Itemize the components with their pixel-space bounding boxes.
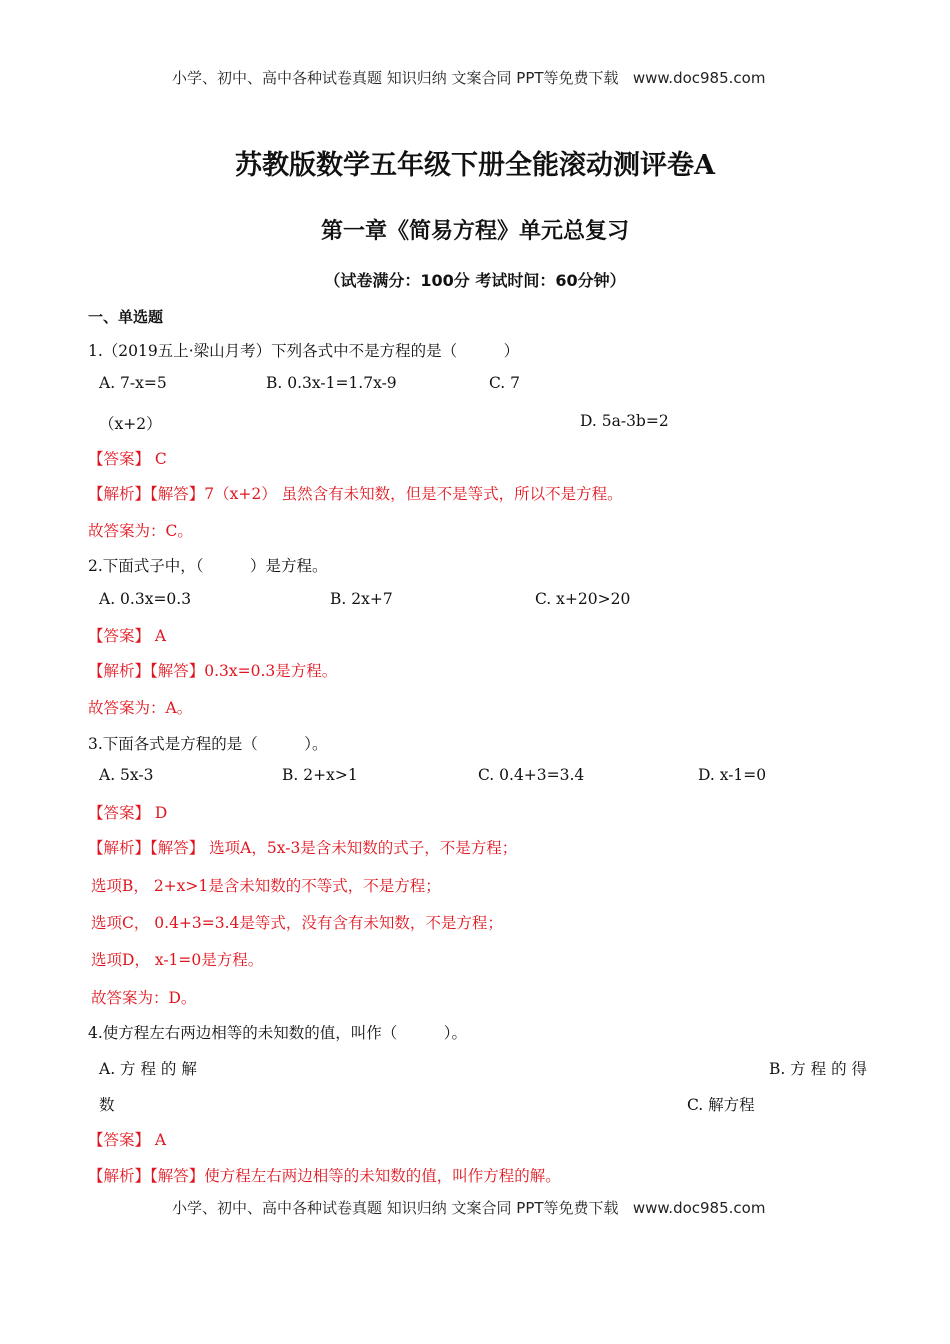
q4-answer: 【答案】 A: [88, 1131, 167, 1149]
q3-answer: 【答案】 D: [88, 804, 168, 822]
q2-stem: 2.下面式子中，（ ）是方程。: [88, 557, 328, 575]
q1-option-c-cont: （x+2）: [99, 415, 162, 433]
q1-option-b: B. 0.3x-1=1.7x-9: [266, 374, 397, 392]
q1-option-c: C. 7: [489, 374, 521, 392]
page-footer: [172, 1197, 765, 1218]
q1-analysis: 【解析】【解答】7（x+2） 虽然含有未知数，但是不是等式，所以不是方程。: [88, 485, 623, 503]
q3-option-c: C. 0.4+3=3.4: [478, 766, 585, 784]
q4-option-a: A. 方 程 的 解: [99, 1060, 197, 1078]
q2-option-b: B. 2x+7: [330, 590, 393, 608]
q4-option-b: B. 方 程 的 得: [769, 1060, 868, 1078]
header-text: 小学、初中、高中各种试卷真题 知识归纳 文案合同 PPT等免费下载: [172, 69, 619, 87]
q3-analysis: 【解析】【解答】 选项A，5x-3是含未知数的式子，不是方程；: [88, 839, 518, 857]
q2-answer: 【答案】 A: [88, 627, 167, 645]
q3-conclusion: 故答案为：D。: [91, 989, 197, 1007]
q2-conclusion: 故答案为：A。: [88, 699, 193, 717]
footer-text: 小学、初中、高中各种试卷真题 知识归纳 文案合同 PPT等免费下载: [172, 1199, 619, 1217]
q4-option-b-cont: 数: [99, 1096, 115, 1114]
q4-option-c: C. 解方程: [687, 1096, 755, 1114]
section-heading: 一、单选题: [88, 308, 164, 326]
q2-option-c: C. x+20>20: [535, 590, 631, 608]
q4-analysis: 【解析】【解答】使方程左右两边相等的未知数的值，叫作方程的解。: [88, 1167, 561, 1185]
q1-conclusion: 故答案为：C。: [88, 522, 193, 540]
page-title: 苏教版数学五年级下册全能滚动测评卷A: [235, 150, 715, 181]
q2-option-a: A. 0.3x=0.3: [99, 590, 192, 608]
q3-option-b: B. 2+x>1: [282, 766, 358, 784]
q3-analysis-line-c: 选项C， 0.4+3=3.4是等式，没有含有未知数，不是方程；: [91, 914, 503, 932]
q1-stem: 1.（2019五上·梁山月考）下列各式中不是方程的是（ ）: [88, 342, 520, 360]
page-subtitle: 第一章《简易方程》单元总复习: [320, 218, 629, 244]
q2-analysis: 【解析】【解答】0.3x=0.3是方程。: [88, 662, 338, 680]
q4-stem: 4.使方程左右两边相等的未知数的值，叫作（ ）。: [88, 1024, 468, 1042]
q3-option-a: A. 5x-3: [99, 766, 154, 784]
q1-answer: 【答案】 C: [88, 450, 167, 468]
header-url[interactable]: www.doc985.com: [632, 69, 766, 87]
q3-analysis-line-b: 选项B， 2+x>1是含未知数的不等式，不是方程；: [91, 877, 441, 895]
q3-stem: 3.下面各式是方程的是（ ）。: [88, 735, 328, 753]
q1-option-d: D. 5a-3b=2: [580, 412, 669, 430]
q1-option-a: A. 7-x=5: [99, 374, 167, 392]
page-header: [172, 67, 765, 88]
q3-analysis-line-d: 选项D， x-1=0是方程。: [91, 951, 264, 969]
q3-option-d: D. x-1=0: [698, 766, 767, 784]
exam-meta: （试卷满分：100分 考试时间：60分钟）: [324, 271, 626, 290]
footer-url[interactable]: www.doc985.com: [632, 1199, 766, 1217]
